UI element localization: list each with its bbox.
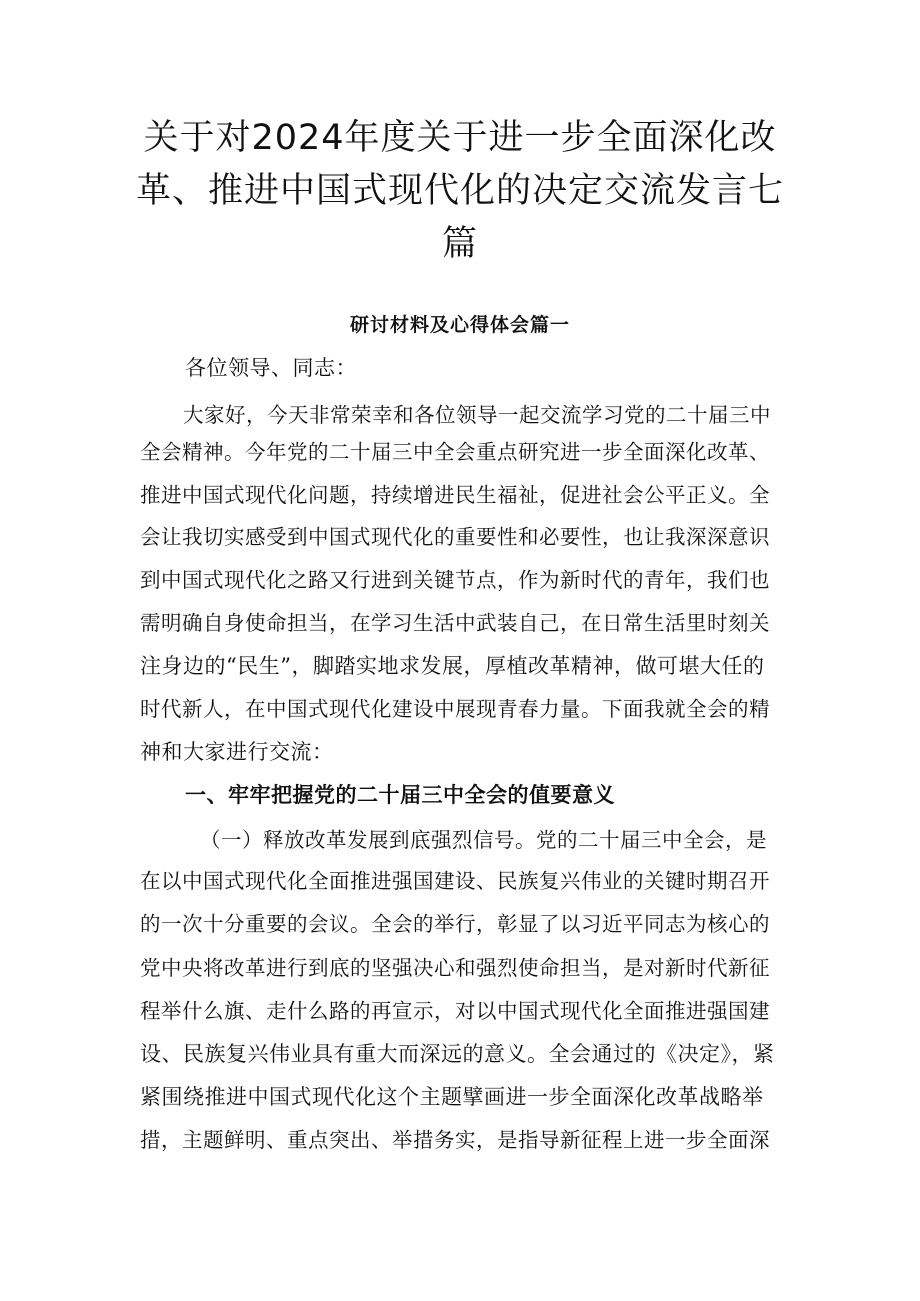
paragraph-line: 时代新人，在中国式现代化建设中展现青春力量。下面我就全会的精 (140, 697, 770, 721)
section-heading: 一、牢牢把握党的二十届三中全会的值要意义 (185, 782, 615, 807)
document-title (100, 112, 820, 271)
paragraph-line: 神和大家进行交流： (140, 740, 334, 764)
paragraph-line: 推进中国式现代化问题，持续增进民生福祉，促进社会公平正义。全 (140, 483, 770, 507)
paragraph-line: 全会精神。今年党的二十届三中全会重点研究进一步全面深化改革、 (140, 440, 770, 464)
paragraph-line: 紧围绕推进中国式现代化这个主题擘画进一步全面深化改革战略举 (140, 1085, 764, 1109)
paragraph-line: 党中央将改革进行到底的坚强决心和强烈使命担当，是对新时代新征 (140, 956, 770, 980)
salutation: 各位领导、同志： (185, 356, 357, 380)
paragraph-line: 设、民族复兴伟业具有重大而深远的意义。全会通过的《决定》，紧 (140, 1042, 775, 1066)
paragraph-line: 注身边的“民生”，脚踏实地求发展，厚植改革精神，做可堪大任的 (140, 654, 765, 678)
paragraph-line: 大家好，今天非常荣幸和各位领导一起交流学习党的二十届三中 (183, 403, 771, 427)
paragraph-line: 会让我切实感受到中国式现代化的重要性和必要性，也让我深深意识 (140, 525, 770, 549)
paragraph-line: （一）释放改革发展到底强烈信号。党的二十届三中全会，是 (200, 828, 767, 852)
title-line: 篇 (441, 224, 478, 264)
paragraph-line: 的一次十分重要的会议。全会的举行，彰显了以习近平同志为核心的 (140, 912, 770, 936)
paragraph-line: 措，主题鲜明、重点突出、举措务实，是指导新征程上进一步全面深 (140, 1128, 770, 1152)
title-line: 革、推进中国式现代化的决定交流发言七 (135, 171, 784, 211)
paragraph-line: 在以中国式现代化全面推进强国建设、民族复兴伟业的关键时期召开 (140, 869, 770, 893)
section-subtitle: 研讨材料及心得体会篇一 (349, 314, 570, 336)
paragraph-line: 需明确自身使命担当，在学习生活中武装自己，在日常生活里时刻关 (140, 611, 770, 635)
paragraph-line: 程举什么旗、走什么路的再宣示，对以中国式现代化全面推进强国建 (140, 999, 770, 1023)
paragraph-line: 到中国式现代化之路又行进到关键节点，作为新时代的青年，我们也 (140, 568, 770, 592)
title-line: 关于对2024年度关于进一步全面深化改 (143, 118, 777, 158)
